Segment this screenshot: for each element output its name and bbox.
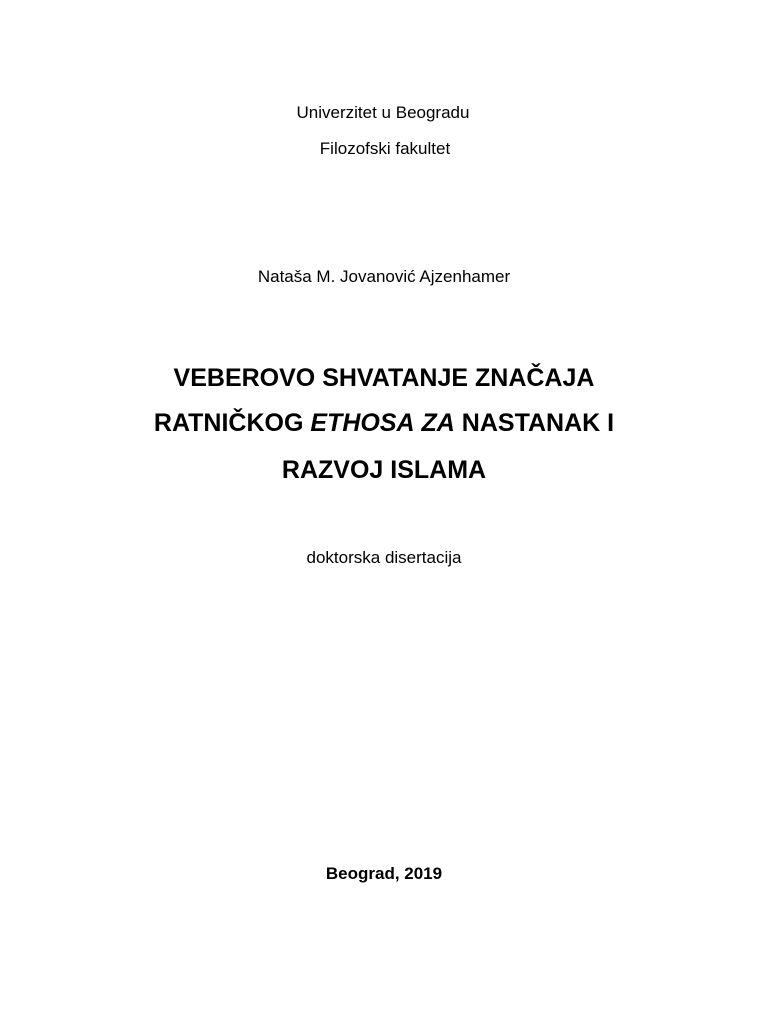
title-italic-ethosa: ETHOSA [310, 409, 415, 437]
document-type: doktorska disertacija [306, 548, 462, 567]
author-name: Nataša M. Jovanović Ajzenhamer [257, 267, 511, 286]
title-line-1: VEBEROVO SHVATANJE ZNAČAJA [173, 364, 595, 392]
title-line-2-part-b: NASTANAK I [454, 409, 615, 437]
title-line-3: RAZVOJ ISLAMA [281, 456, 487, 484]
university-name: Univerzitet u Beogradu [296, 103, 470, 122]
place-and-year: Beograd, 2019 [325, 864, 443, 883]
faculty-name: Filozofski fakultet [319, 139, 451, 158]
title-line-2 [0, 409, 768, 438]
title-line-2-space [415, 409, 422, 437]
title-italic-za: ZA [421, 409, 455, 437]
title-line-2-part-a: RATNIČKOG [153, 409, 311, 437]
